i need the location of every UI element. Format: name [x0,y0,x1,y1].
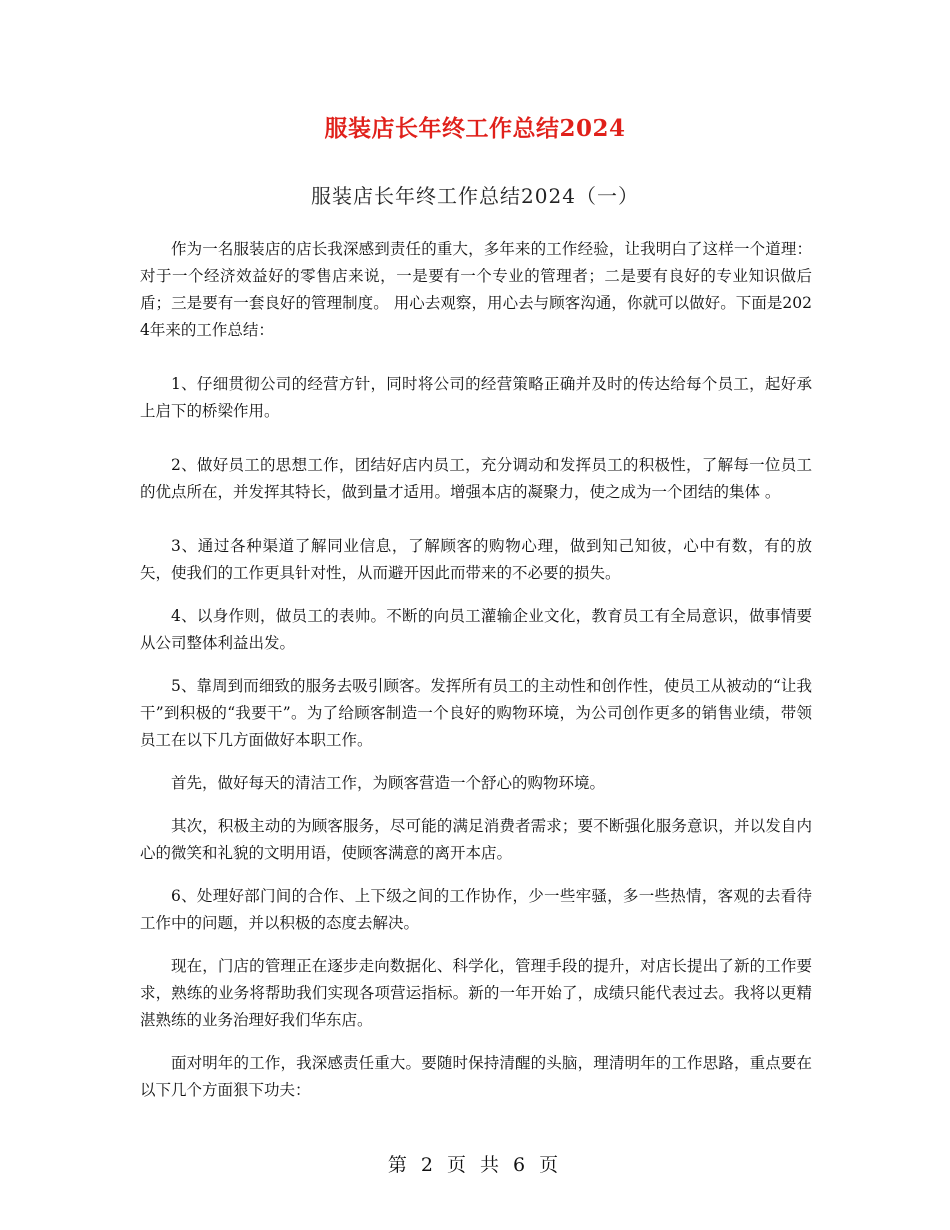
paragraph-item-2: 2、做好员工的思想工作，团结好店内员工，充分调动和发挥员工的积极性，了解每一位员工的优点所在，并发挥其特长，做到量才适用。增强本店的凝聚力，使之成为一个团结的集体 。 [140,456,812,501]
paragraph-next-year: 面对明年的工作，我深感责任重大。要随时保持清醒的头脑，理清明年的工作思路，重点要在以下几个方面狠下功夫： [140,1054,812,1099]
paragraph-item-6: 6、处理好部门间的合作、上下级之间的工作协作，少一些牢骚，多一些热情，客观的去看待工作中的问题，并以积极的态度去解决。 [140,887,812,932]
document-body [140,236,812,1104]
paragraph-current-state: 现在，门店的管理正在逐步走向数据化、科学化，管理手段的提升，对店长提出了新的工作要求，熟练的业务将帮助我们实现各项营运指标。新的一年开始了，成绩只能代表过去。我将以更精湛熟练的业务治理好我们华东店。 [140,957,812,1029]
page-number-footer: 第 2 页 共 6 页 [387,1154,563,1176]
section-title: 服装店长年终工作总结2024（一） [311,184,639,208]
document-title: 服装店长年终工作总结2024 [324,115,626,142]
paragraph-item-1: 1、仔细贯彻公司的经营方针，同时将公司的经营策略正确并及时的传达给每个员工，起好承上启下的桥梁作用。 [140,375,812,420]
paragraph-item-3: 3、通过各种渠道了解同业信息，了解顾客的购物心理，做到知己知彼，心中有数，有的放矢，使我们的工作更具针对性，从而避开因此而带来的不必要的损失。 [140,537,812,582]
paragraph-item-4: 4、以身作则，做员工的表帅。不断的向员工灌输企业文化，教育员工有全局意识，做事情要从公司整体利益出发。 [140,607,812,652]
paragraph-item-5: 5、靠周到而细致的服务去吸引顾客。发挥所有员工的主动性和创作性，使员工从被动的“让我干”到积极的“我要干”。为了给顾客制造一个良好的购物环境，为公司创作更多的销售业绩，带领员工在以下几方面做好本职工作。 [140,677,812,749]
intro-paragraph: 作为一名服装店的店长我深感到责任的重大，多年来的工作经验，让我明白了这样一个道理：对于一个经济效益好的零售店来说，一是要有一个专业的管理者；二是要有良好的专业知识做后盾；三是要有一套良好的管理制度。 用心去观察，用心去与顾客沟通，你就可以做好。下面是2024年来的工作总结： [140,240,812,339]
paragraph-second: 其次，积极主动的为顾客服务，尽可能的满足消费者需求；要不断强化服务意识，并以发自内心的微笑和礼貌的文明用语，使顾客满意的离开本店。 [140,817,812,862]
paragraph-first: 首先，做好每天的清洁工作，为顾客营造一个舒心的购物环境。 [171,774,606,792]
